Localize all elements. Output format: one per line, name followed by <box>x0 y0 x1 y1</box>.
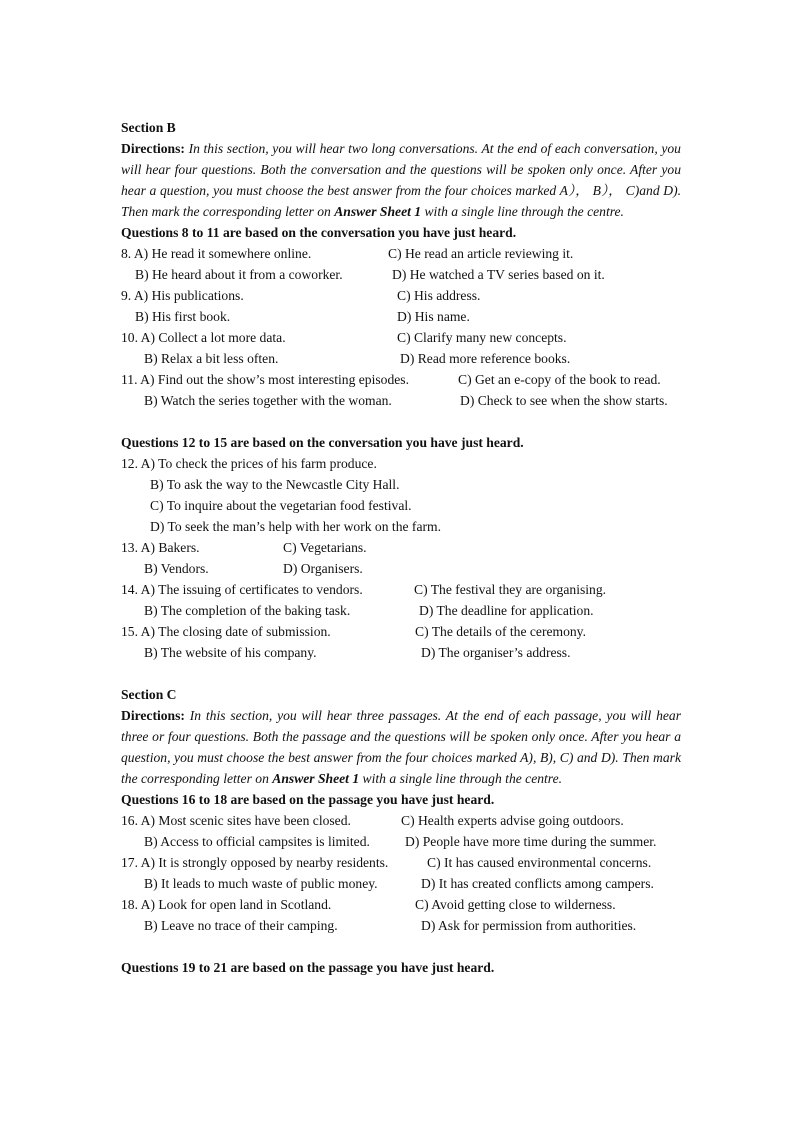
option-a: 15. A) The closing date of submission. <box>121 624 331 639</box>
question-17-row-2 <box>121 873 681 894</box>
question-11-row-1 <box>121 369 681 390</box>
option-a: 12. A) To check the prices of his farm produce. <box>121 456 377 471</box>
option-d: D) His name. <box>397 309 470 324</box>
question-16-row-1 <box>121 810 681 831</box>
directions-text-end: with a single line through the centre. <box>359 771 563 786</box>
directions-text: In this section, you will hear two long conversations. At the end of each conversation, you will hear four questions. Both the conversation and the questions will be spoken only once. After you hear a question, you must choose the best answer from the four choices marked A）， B）， C)and D). Then mark the corresponding letter on <box>121 141 681 219</box>
directions-text: In this section, you will hear three passages. At the end of each passage, you will hear three or four questions. Both the passage and the questions will be spoken only once. After you hear a question, you must choose the best answer from the four choices marked A), B), C) and D). Then mark the corresponding letter on <box>121 708 682 786</box>
option-b: B) Watch the series together with the woman. <box>144 393 392 408</box>
option-b: B) He heard about it from a coworker. <box>135 267 343 282</box>
option-d: D) He watched a TV series based on it. <box>392 267 605 282</box>
option-d: D) It has created conflicts among campers. <box>421 876 654 891</box>
question-12-row-4 <box>121 516 681 537</box>
question-group-title: Questions 19 to 21 are based on the passage you have just heard. <box>121 960 495 975</box>
option-a: 14. A) The issuing of certificates to vendors. <box>121 582 363 597</box>
exam-page <box>121 117 681 978</box>
option-c: C) He read an article reviewing it. <box>388 246 574 261</box>
question-9-row-1 <box>121 285 681 306</box>
option-b: B) Access to official campsites is limited. <box>144 834 370 849</box>
option-c: C) His address. <box>397 288 481 303</box>
question-15-row-1 <box>121 621 681 642</box>
option-b: B) Vendors. <box>144 561 209 576</box>
option-c: C) It has caused environmental concerns. <box>427 855 652 870</box>
option-a: 9. A) His publications. <box>121 288 244 303</box>
question-14-row-2 <box>121 600 681 621</box>
option-a: 10. A) Collect a lot more data. <box>121 330 286 345</box>
option-a: 11. A) Find out the show’s most interesting episodes. <box>121 372 409 387</box>
option-c: C) Health experts advise going outdoors. <box>401 813 624 828</box>
option-d: D) The deadline for application. <box>419 603 594 618</box>
question-13-row-2 <box>121 558 681 579</box>
option-b: B) Relax a bit less often. <box>144 351 279 366</box>
directions-label: Directions: <box>121 708 185 723</box>
directions-label: Directions: <box>121 141 185 156</box>
section-b-heading: Section B <box>121 120 176 135</box>
question-18-row-2 <box>121 915 681 936</box>
option-a: 8. A) He read it somewhere online. <box>121 246 312 261</box>
option-a: 18. A) Look for open land in Scotland. <box>121 897 332 912</box>
option-c: C) Avoid getting close to wilderness. <box>415 897 616 912</box>
option-a: 16. A) Most scenic sites have been closed. <box>121 813 351 828</box>
option-c: C) Vegetarians. <box>283 540 367 555</box>
option-c: C) Get an e-copy of the book to read. <box>458 372 661 387</box>
question-8-row-2 <box>121 264 681 285</box>
question-8-row-1 <box>121 243 681 264</box>
option-c: C) The details of the ceremony. <box>415 624 586 639</box>
option-c: C) Clarify many new concepts. <box>397 330 567 345</box>
option-d: D) People have more time during the summer. <box>405 834 657 849</box>
question-10-row-1 <box>121 327 681 348</box>
answer-sheet-ref: Answer Sheet 1 <box>272 771 360 786</box>
option-d: D) Check to see when the show starts. <box>460 393 668 408</box>
question-11-row-2 <box>121 390 681 411</box>
question-15-row-2 <box>121 642 681 663</box>
question-17-row-1 <box>121 852 681 873</box>
option-b: B) His first book. <box>135 309 231 324</box>
option-d: D) The organiser’s address. <box>421 645 571 660</box>
section-b-directions <box>121 138 681 222</box>
question-18-row-1 <box>121 894 681 915</box>
question-10-row-2 <box>121 348 681 369</box>
question-12-row-1 <box>121 453 681 474</box>
section-c-heading: Section C <box>121 687 177 702</box>
option-b: B) Leave no trace of their camping. <box>144 918 338 933</box>
option-d: D) Organisers. <box>283 561 363 576</box>
question-14-row-1 <box>121 579 681 600</box>
option-b: B) The website of his company. <box>144 645 317 660</box>
question-13-row-1 <box>121 537 681 558</box>
option-b: B) To ask the way to the Newcastle City Hall. <box>150 477 400 492</box>
option-b: B) It leads to much waste of public money. <box>144 876 378 891</box>
question-group-title: Questions 12 to 15 are based on the conversation you have just heard. <box>121 435 524 450</box>
option-a: 13. A) Bakers. <box>121 540 200 555</box>
question-12-row-2 <box>121 474 681 495</box>
option-d: D) To seek the man’s help with her work on the farm. <box>150 519 441 534</box>
option-a: 17. A) It is strongly opposed by nearby residents. <box>121 855 389 870</box>
option-c: C) To inquire about the vegetarian food festival. <box>150 498 412 513</box>
option-c: C) The festival they are organising. <box>414 582 607 597</box>
option-b: B) The completion of the baking task. <box>144 603 351 618</box>
question-12-row-3 <box>121 495 681 516</box>
question-group-title: Questions 8 to 11 are based on the conversation you have just heard. <box>121 225 517 240</box>
question-16-row-2 <box>121 831 681 852</box>
question-group-title: Questions 16 to 18 are based on the passage you have just heard. <box>121 792 495 807</box>
option-d: D) Ask for permission from authorities. <box>421 918 637 933</box>
question-9-row-2 <box>121 306 681 327</box>
section-c-directions <box>121 705 681 789</box>
answer-sheet-ref: Answer Sheet 1 <box>334 204 422 219</box>
option-d: D) Read more reference books. <box>400 351 571 366</box>
directions-text-end: with a single line through the centre. <box>421 204 624 219</box>
